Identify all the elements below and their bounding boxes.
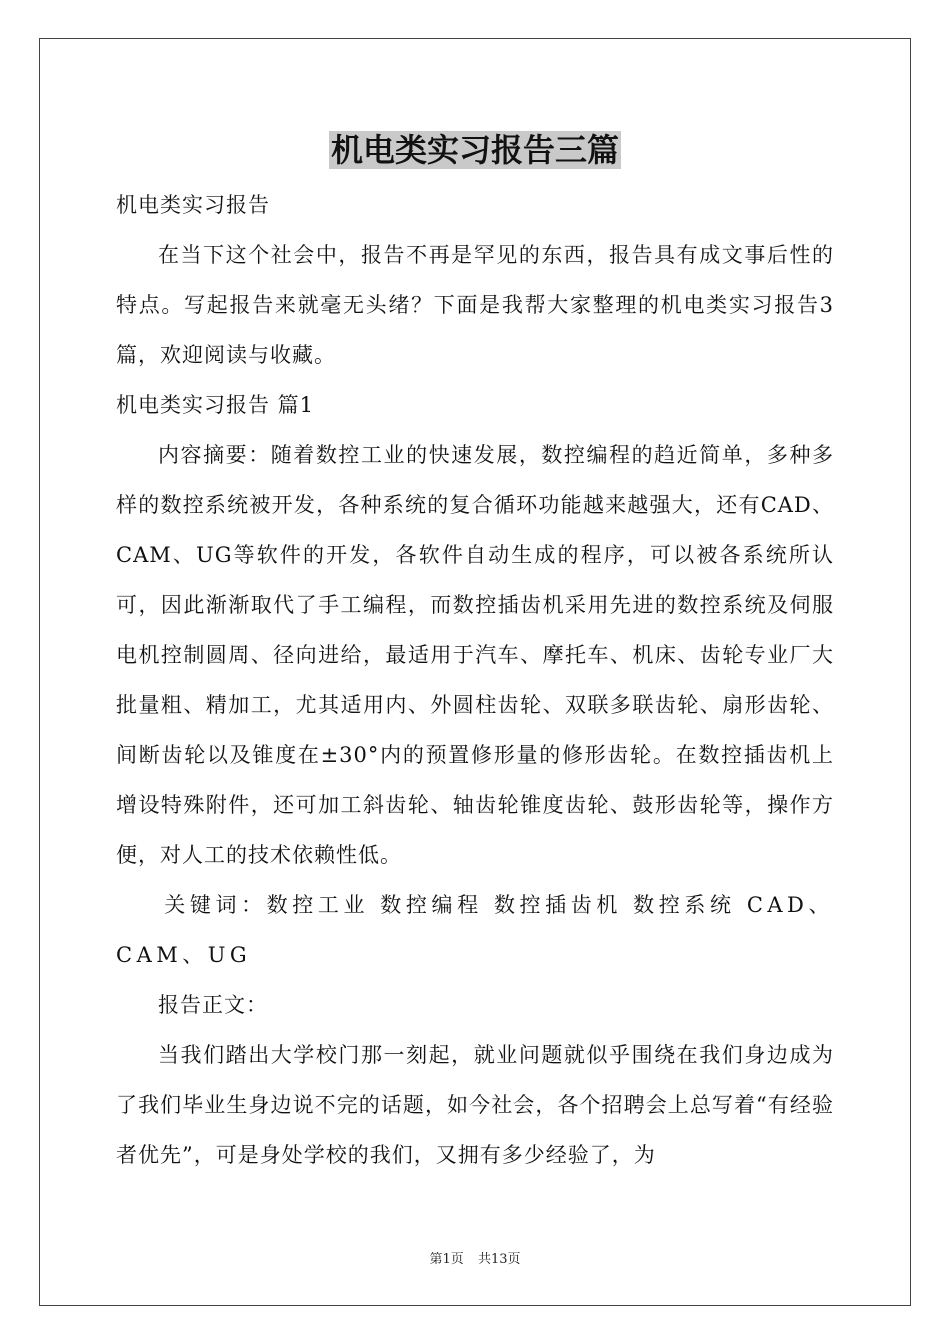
body-label: 报告正文： xyxy=(158,993,268,1017)
page-footer xyxy=(0,1248,950,1267)
keywords-paragraph: 关键词：数控工业 数控编程 数控插齿机 数控系统 CAD、CAM、UG xyxy=(116,893,834,967)
subheading: 机电类实习报告 xyxy=(116,193,270,217)
page-total: 共13页 xyxy=(477,1252,521,1267)
intro-paragraph: 在当下这个社会中，报告不再是罕见的东西，报告具有成文事后性的特点。写起报告来就毫无头绪？下面是我帮大家整理的机电类实习报告3篇，欢迎阅读与收藏。 xyxy=(116,243,834,367)
abstract-paragraph: 内容摘要：随着数控工业的快速发展，数控编程的趋近简单，多种多样的数控系统被开发，各种系统的复合循环功能越来越强大，还有CAD、CAM、UG等软件的开发，各软件自动生成的程序，可以被各系统所认可，因此渐渐取代了手工编程，而数控插齿机采用先进的数控系统及伺服电机控制圆周、径向进给，最适用于汽车、摩托车、机床、齿轮专业厂大批量粗、精加工，尤其适用内、外圆柱齿轮、双联多联齿轮、扇形齿轮、间断齿轮以及锥度在±30°内的预置修形量的修形齿轮。在数控插齿机上增设特殊附件，还可加工斜齿轮、轴齿轮锥度齿轮、鼓形齿轮等，操作方便，对人工的技术依赖性低。 xyxy=(116,443,834,867)
section-heading: 机电类实习报告 篇1 xyxy=(116,393,315,417)
document-body xyxy=(116,180,834,1180)
title-text: 机电类实习报告三篇 xyxy=(330,131,619,169)
page-number: 第1页 xyxy=(429,1252,464,1267)
document-title xyxy=(0,128,950,172)
body-paragraph: 当我们踏出大学校门那一刻起，就业问题就似乎围绕在我们身边成为了我们毕业生身边说不完的话题，如今社会，各个招聘会上总写着“有经验者优先”，可是身处学校的我们，又拥有多少经验了，为 xyxy=(116,1043,834,1167)
